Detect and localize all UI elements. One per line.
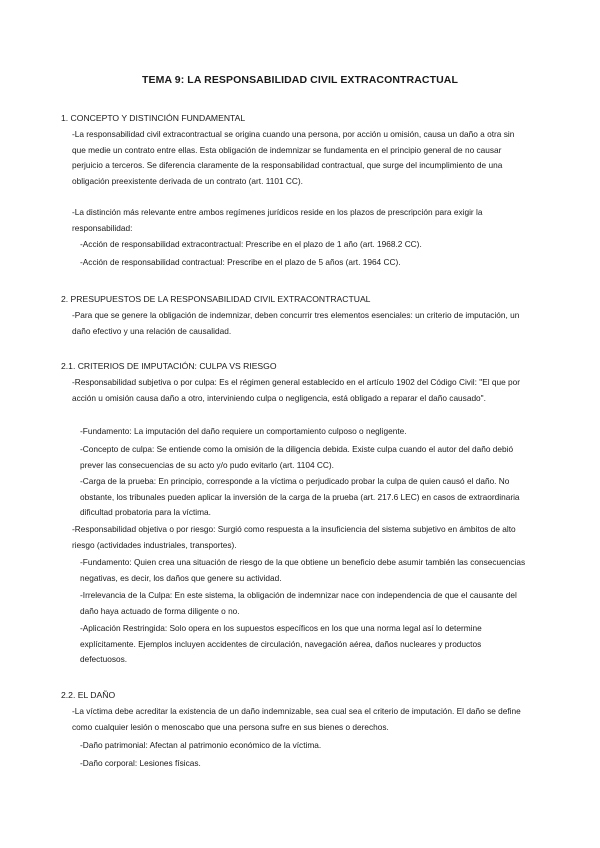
list-item: -Daño corporal: Lesiones físicas. [80, 758, 201, 768]
list-item: -Aplicación Restringida: Solo opera en los supuestos específicos en los que una norma legal así lo determine explícitamente. Ejemplos incluyen accidentes de circulación, navegación aérea, daños nucleares y productos defectuosos. [80, 623, 482, 665]
paragraph: -La distinción más relevante entre ambos regímenes jurídicos reside en los plazos de prescripción para exigir la responsabilidad: [72, 207, 483, 233]
list-item: -Acción de responsabilidad extracontractual: Prescribe en el plazo de 1 año (art. 1968.2 CC). [80, 239, 422, 249]
section-heading: 2.2. EL DAÑO [61, 690, 116, 700]
section-heading: 2. PRESUPUESTOS DE LA RESPONSABILIDAD CIVIL EXTRACONTRACTUAL [61, 294, 371, 304]
document-title: TEMA 9: LA RESPONSABILIDAD CIVIL EXTRACONTRACTUAL [141, 74, 458, 86]
paragraph: -Responsabilidad objetiva o por riesgo: Surgió como respuesta a la insuficiencia del sistema subjetivo en ámbitos de alto riesgo (actividades industriales, transportes). [72, 524, 516, 550]
paragraph: -Para que se genere la obligación de indemnizar, deben concurrir tres elementos esenciales: un criterio de imputación, un daño efectivo y una relación de causalidad. [72, 310, 520, 336]
paragraph: -La responsabilidad civil extracontractual se origina cuando una persona, por acción u omisión, causa un daño a otra sin que medie un contrato entre ellas. Esta obligación de indemnizar se fundamenta en el principio general de no causar perjuicio a terceros. Se diferencia claramente de la responsabilidad contractual, que surge del incumplimiento de una obligación preexistente derivada de un contrato (art. 1101 CC). [72, 129, 515, 186]
list-item: -Fundamento: Quien crea una situación de riesgo de la que obtiene un beneficio debe asumir también las consecuencias negativas, es decir, los daños que genere su actividad. [80, 557, 526, 583]
list-item: -Daño patrimonial: Afectan al patrimonio económico de la víctima. [80, 740, 322, 750]
list-item: -Concepto de culpa: Se entiende como la omisión de la diligencia debida. Existe culpa cuando el autor del daño debió prever las consecuencias de su acto y/o pudo evitarlo (art. 1104 CC). [80, 444, 514, 470]
paragraph: -Responsabilidad subjetiva o por culpa: Es el régimen general establecido en el artículo 1902 del Código Civil: "El que por acción u omisión causa daño a otro, interviniendo culpa o negligencia, está obligado a reparar el daño causado". [72, 377, 521, 403]
section-heading: 2.1. CRITERIOS DE IMPUTACIÓN: CULPA VS RIESGO [61, 361, 277, 371]
list-item: -Fundamento: La imputación del daño requiere un comportamiento culposo o negligente. [80, 426, 407, 436]
list-item: -Irrelevancia de la Culpa: En este sistema, la obligación de indemnizar nace con independencia de que el causante del daño haya actuado de forma diligente o no. [80, 590, 517, 616]
list-item: -Acción de responsabilidad contractual: Prescribe en el plazo de 5 años (art. 1964 CC). [80, 257, 401, 267]
section-heading: 1. CONCEPTO Y DISTINCIÓN FUNDAMENTAL [61, 113, 246, 123]
list-item: -Carga de la prueba: En principio, corresponde a la víctima o perjudicado probar la culpa de quien causó el daño. No obstante, los tribunales pueden aplicar la inversión de la carga de la prueba (art. 217.6 LEC) en casos de extraordinaria dificultad probatoria para la víctima. [80, 476, 520, 518]
paragraph: -La víctima debe acreditar la existencia de un daño indemnizable, sea cual sea el criterio de imputación. El daño se define como cualquier lesión o menoscabo que una persona sufre en sus bienes o derechos. [72, 706, 521, 732]
